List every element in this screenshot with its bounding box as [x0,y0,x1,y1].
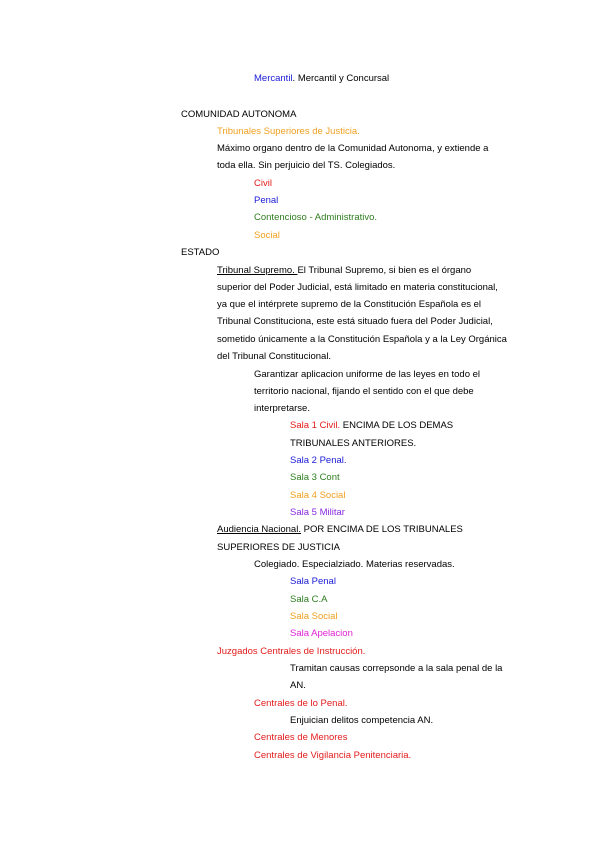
penal-desc: Enjuician delitos competencia AN. [290,715,434,726]
penal-title: Centrales de lo Penal. [254,698,348,709]
jci-title: Juzgados Centrales de Instrucción. [217,646,366,657]
sala5: Sala 5 Militar [290,507,345,518]
jci-desc-1: Tramitan causas correpsonde a la sala penal de la [290,663,503,674]
ts-line-6: del Tribunal Constitucional. [217,351,332,362]
sala4: Sala 4 Social [290,490,346,501]
ts-line-2: superior del Poder Judicial, está limitado en materia constitucional, [217,282,498,293]
an-line-2: SUPERIORES DE JUSTICIA [217,542,340,553]
an-desc: Colegiado. Especialziado. Materias reservadas. [254,559,455,570]
ts-line-5: sometido únicamente a la Constitución Española y a la Ley Orgánica [217,334,507,345]
ts-line-1 [217,265,471,277]
an-label: Audiencia Nacional. [217,524,301,535]
tsj-desc-1: Máximo organo dentro de la Comunidad Autonoma, y extiende a [217,143,489,154]
sala1-label: Sala 1 Civil. [290,420,341,431]
an-sala-apelacion: Sala Apelacion [290,628,353,639]
ts-line-3: ya que el intérprete supremo de la Constitución Española es el [217,299,482,310]
an-sala-social: Sala Social [290,611,338,622]
vigilancia-title: Centrales de Vigilancia Penitenciaria. [254,750,412,761]
sala2: Sala 2 Penal. [290,455,347,466]
sala1-line [290,420,453,432]
tsj-title: Tribunales Superiores de Justicia. [217,126,360,137]
mercantil-text: . Mercantil y Concursal [292,73,390,84]
ts-label: Tribunal Supremo. [217,265,298,276]
ts-line-4: Tribunal Constituciona, este está situado fuera del Poder Judicial, [217,316,493,327]
an-sala-penal: Sala Penal [290,576,336,587]
comunidad-heading: COMUNIDAD AUTONOMA [181,109,297,120]
ts-text-1: El Tribunal Supremo, si bien es el órgano [297,265,472,276]
an-text-1: POR ENCIMA DE LOS TRIBUNALES [300,524,463,535]
jci-desc-2: AN. [290,680,306,691]
tsj-sala-civil: Civil [254,178,272,189]
mercantil-link[interactable]: Mercantil [254,73,293,84]
tsj-desc-2: toda ella. Sin perjuicio del TS. Colegiados. [217,160,396,171]
tsj-sala-penal: Penal [254,195,279,206]
mercantil-line [254,73,389,85]
sala3: Sala 3 Cont [290,472,340,483]
menores-title: Centrales de Menores [254,732,348,743]
tsj-sala-social: Social [254,230,280,241]
sala1-note: ENCIMA DE LOS DEMAS [340,420,454,431]
sala1-note-2: TRIBUNALES ANTERIORES. [290,438,417,449]
garantizar-2: territorio nacional, fijando el sentido con el que debe [254,386,474,397]
garantizar-3: interpretarse. [254,403,310,414]
an-line-1 [217,524,463,536]
an-sala-ca: Sala C.A [290,594,328,605]
tsj-sala-contencioso: Contencioso - Administrativo. [254,212,378,223]
estado-heading: ESTADO [181,247,220,258]
garantizar-1: Garantizar aplicacion uniforme de las leyes en todo el [254,369,481,380]
